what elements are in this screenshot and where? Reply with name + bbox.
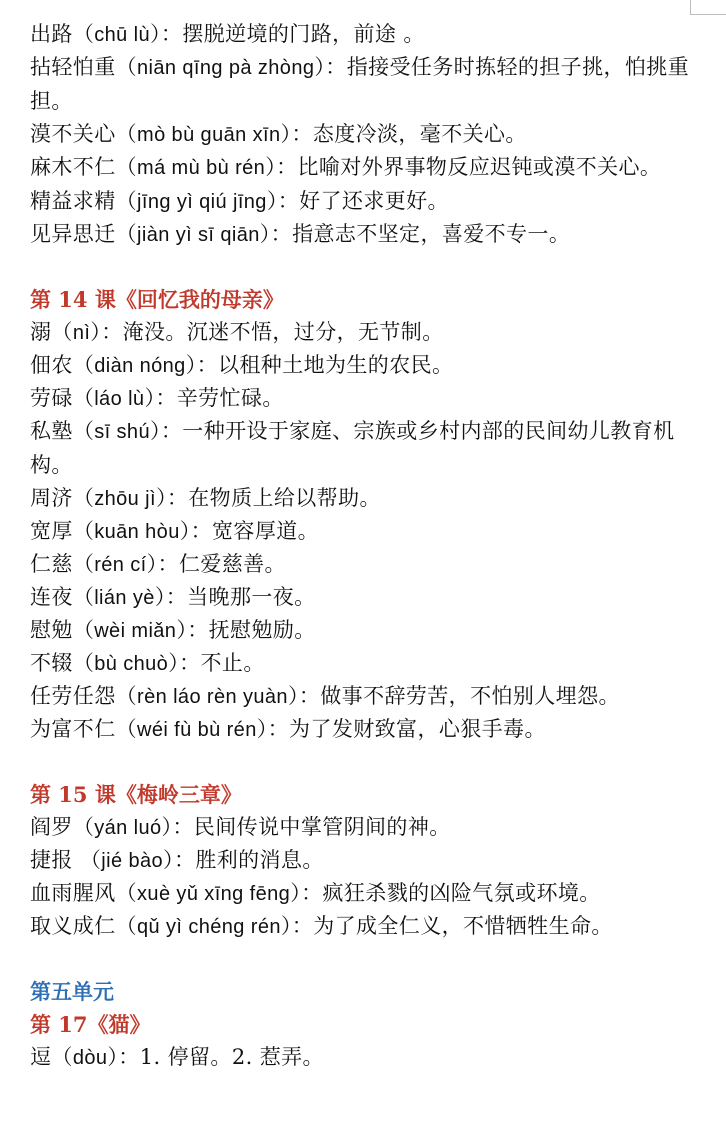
entry-separator: ）： <box>259 222 293 246</box>
entry-pinyin: rén cí <box>94 554 147 576</box>
entry-pinyin: wéi fù bù rén <box>137 719 257 741</box>
entry-pinyin: kuān hòu <box>94 521 180 543</box>
entry-definition: 指意志不坚定，喜爱不专一。 <box>292 222 571 246</box>
entry-pinyin: sī shú <box>94 421 150 443</box>
entry-separator: ）： <box>176 618 209 642</box>
document-body <box>30 18 702 1074</box>
entry-separator: ）： <box>280 122 313 146</box>
vocab-entry: 佃农（diàn nóng）：以租种土地为生的农民。 <box>30 353 454 377</box>
vocab-entry: 捷报 （jié bào）：胜利的消息。 <box>30 848 324 872</box>
entry-pinyin: niān qīng pà zhòng <box>137 57 315 79</box>
entry-separator: ）： <box>161 815 194 839</box>
vocab-entry: 不辍（bù chuò）：不止。 <box>30 651 265 675</box>
vocab-entry: 仁慈（rén cí）：仁爱慈善。 <box>30 552 286 576</box>
entry-definition: 指接受任务时拣轻的担子挑，怕挑重担。 <box>30 55 690 113</box>
entry-separator: ）： <box>290 881 323 905</box>
vocab-entry: 任劳任怨（rèn láo rèn yuàn）：做事不辞劳苦，不怕别人埋怨。 <box>30 684 620 708</box>
entry-separator: ）： <box>155 486 189 510</box>
entry-term: 捷报 <box>30 848 80 872</box>
lesson-14-section <box>30 283 702 746</box>
entry-term: 佃农 <box>30 353 73 377</box>
entry-pinyin: mò bù guān xīn <box>137 124 281 146</box>
entry-separator: ）： <box>150 22 183 46</box>
entry-separator: ）： <box>179 519 213 543</box>
entry-pinyin: jié bào <box>101 850 164 872</box>
entry-pinyin: chū lù <box>94 24 150 46</box>
entry-definition: 辛劳忙碌。 <box>176 386 284 410</box>
entry-definition: 1. 停留。2. 惹弄。 <box>139 1045 324 1069</box>
entry-definition: 民间传说中掌管阴间的神。 <box>193 815 451 839</box>
unit-5-heading: 第五单元 <box>30 979 114 1004</box>
entry-definition: 比喻对外界事物反应迟钝或漠不关心。 <box>297 155 662 179</box>
vocab-entry: 慰勉（wèi miǎn）：抚慰勉励。 <box>30 618 316 642</box>
entry-pinyin: láo lù <box>94 388 145 410</box>
unit-5-section <box>30 975 702 1074</box>
entry-pinyin: qǔ yì chéng rén <box>137 916 281 938</box>
entry-definition: 仁爱慈善。 <box>178 552 286 576</box>
entry-term: 漠不关心 <box>30 122 116 146</box>
entry-separator: ）： <box>314 55 347 79</box>
entry-definition: 摆脱逆境的门路，前途 。 <box>182 22 425 46</box>
entry-definition: 一种开设于家庭、宗族或乡村内部的民间幼儿教育机构。 <box>30 419 675 477</box>
entry-term: 私塾 <box>30 419 73 443</box>
lesson-15-heading: 第 15 课《梅岭三章》 <box>30 782 242 807</box>
vocab-entry: 私塾（sī shú）：一种开设于家庭、宗族或乡村内部的民间幼儿教育机构。 <box>30 419 675 477</box>
entry-separator: ）： <box>280 914 314 938</box>
entry-term: 逗 <box>30 1045 52 1069</box>
entry-definition: 态度冷淡，毫不关心。 <box>312 122 527 146</box>
entry-term: 精益求精 <box>30 189 116 213</box>
vocab-entry: 连夜（lián yè）：当晚那一夜。 <box>30 585 316 609</box>
entry-pinyin: lián yè <box>94 587 155 609</box>
entry-pinyin: jiàn yì sī qiān <box>137 224 260 246</box>
vocab-entry: 溺（nì）：淹没。沉迷不悟，过分，无节制。 <box>30 320 444 344</box>
intro-entries <box>30 18 702 251</box>
entry-pinyin: má mù bù rén <box>137 157 266 179</box>
entry-definition: 胜利的消息。 <box>195 848 324 872</box>
entry-pinyin: dòu <box>72 1047 108 1069</box>
entry-pinyin: zhōu jì <box>94 488 156 510</box>
entry-term: 为富不仁 <box>30 717 116 741</box>
entry-separator: ）： <box>185 353 218 377</box>
section-gap <box>30 251 702 283</box>
page-corner-mark <box>690 0 691 14</box>
entry-term: 血雨腥风 <box>30 881 116 905</box>
entry-pinyin: rèn láo rèn yuàn <box>137 686 288 708</box>
entry-separator: ）： <box>149 419 183 443</box>
entry-term: 拈轻怕重 <box>30 55 116 79</box>
vocab-entry: 见异思迁（jiàn yì sī qiān）：指意志不坚定，喜爱不专一。 <box>30 222 571 246</box>
entry-term: 阎罗 <box>30 815 73 839</box>
page-corner-mark-horizontal <box>690 14 726 15</box>
lesson-15-section <box>30 778 702 943</box>
vocab-entry: 麻木不仁（má mù bù rén）：比喻对外界事物反应迟钝或漠不关心。 <box>30 155 662 179</box>
entry-separator: ）： <box>144 386 177 410</box>
section-gap <box>30 746 702 778</box>
entry-definition: 宽容厚道。 <box>212 519 320 543</box>
vocab-entry: 周济（zhōu jì）：在物质上给以帮助。 <box>30 486 381 510</box>
vocab-entry: 逗（dòu）：1. 停留。2. 惹弄。 <box>30 1045 324 1069</box>
entry-pinyin: wèi miǎn <box>94 620 177 642</box>
entry-term: 出路 <box>30 22 73 46</box>
vocab-entry: 为富不仁（wéi fù bù rén）：为了发财致富，心狠手毒。 <box>30 717 546 741</box>
lesson-14-heading: 第 14 课《回忆我的母亲》 <box>30 287 284 312</box>
entry-term: 劳碌 <box>30 386 73 410</box>
entry-definition: 为了发财致富，心狠手毒。 <box>289 717 546 741</box>
entry-term: 麻木不仁 <box>30 155 116 179</box>
section-gap <box>30 943 702 975</box>
entry-definition: 当晚那一夜。 <box>187 585 316 609</box>
entry-pinyin: diàn nóng <box>94 355 186 377</box>
entry-definition: 好了还求更好。 <box>299 189 449 213</box>
entry-definition: 淹没。沉迷不悟，过分，无节制。 <box>122 320 444 344</box>
entry-separator: ）： <box>265 155 298 179</box>
vocab-entry: 拈轻怕重（niān qīng pà zhòng）：指接受任务时拣轻的担子挑，怕挑重担。 <box>30 55 690 113</box>
entry-term: 任劳任怨 <box>30 684 116 708</box>
entry-term: 不辍 <box>30 651 73 675</box>
vocab-entry: 宽厚（kuān hòu）：宽容厚道。 <box>30 519 320 543</box>
entry-separator: ）： <box>168 651 201 675</box>
vocab-entry: 取义成仁（qǔ yì chéng rén）：为了成全仁义，不惜牺牲生命。 <box>30 914 613 938</box>
entry-pinyin: bù chuò <box>94 653 169 675</box>
entry-definition: 以租种土地为生的农民。 <box>218 353 454 377</box>
entry-separator: ）： <box>163 848 196 872</box>
entry-term: 见异思迁 <box>30 222 116 246</box>
vocab-entry: 血雨腥风（xuè yǔ xīng fēng）：疯狂杀戮的凶险气氛或环境。 <box>30 881 601 905</box>
entry-term: 仁慈 <box>30 552 73 576</box>
vocab-entry: 出路（chū lù）：摆脱逆境的门路，前途 。 <box>30 22 425 46</box>
entry-definition: 为了成全仁义，不惜牺牲生命。 <box>313 914 613 938</box>
entry-definition: 做事不辞劳苦，不怕别人埋怨。 <box>320 684 620 708</box>
entry-pinyin: nì <box>72 322 91 344</box>
entry-term: 慰勉 <box>30 618 73 642</box>
lesson-17-heading: 第 17《猫》 <box>30 1012 151 1037</box>
entry-term: 取义成仁 <box>30 914 116 938</box>
entry-separator: ）： <box>146 552 179 576</box>
entry-separator: ）： <box>107 1045 140 1069</box>
entry-definition: 抚慰勉励。 <box>208 618 316 642</box>
entry-definition: 疯狂杀戮的凶险气氛或环境。 <box>322 881 601 905</box>
vocab-entry: 劳碌（láo lù）：辛劳忙碌。 <box>30 386 284 410</box>
entry-pinyin: yán luó <box>94 817 162 839</box>
entry-pinyin: xuè yǔ xīng fēng <box>137 883 291 905</box>
entry-term: 宽厚 <box>30 519 73 543</box>
entry-separator: ）： <box>256 717 290 741</box>
entry-term: 溺 <box>30 320 52 344</box>
entry-term: 连夜 <box>30 585 73 609</box>
vocab-entry: 精益求精（jīng yì qiú jīng）：好了还求更好。 <box>30 189 449 213</box>
entry-separator: ）： <box>154 585 188 609</box>
entry-definition: 在物质上给以帮助。 <box>188 486 381 510</box>
entry-definition: 不止。 <box>200 651 265 675</box>
vocab-entry: 阎罗（yán luó）：民间传说中掌管阴间的神。 <box>30 815 451 839</box>
vocab-entry: 漠不关心（mò bù guān xīn）：态度冷淡，毫不关心。 <box>30 122 527 146</box>
entry-pinyin: jīng yì qiú jīng <box>137 191 267 213</box>
entry-separator: ）： <box>287 684 321 708</box>
entry-term: 周济 <box>30 486 73 510</box>
entry-separator: ）： <box>90 320 123 344</box>
entry-separator: ）： <box>266 189 300 213</box>
